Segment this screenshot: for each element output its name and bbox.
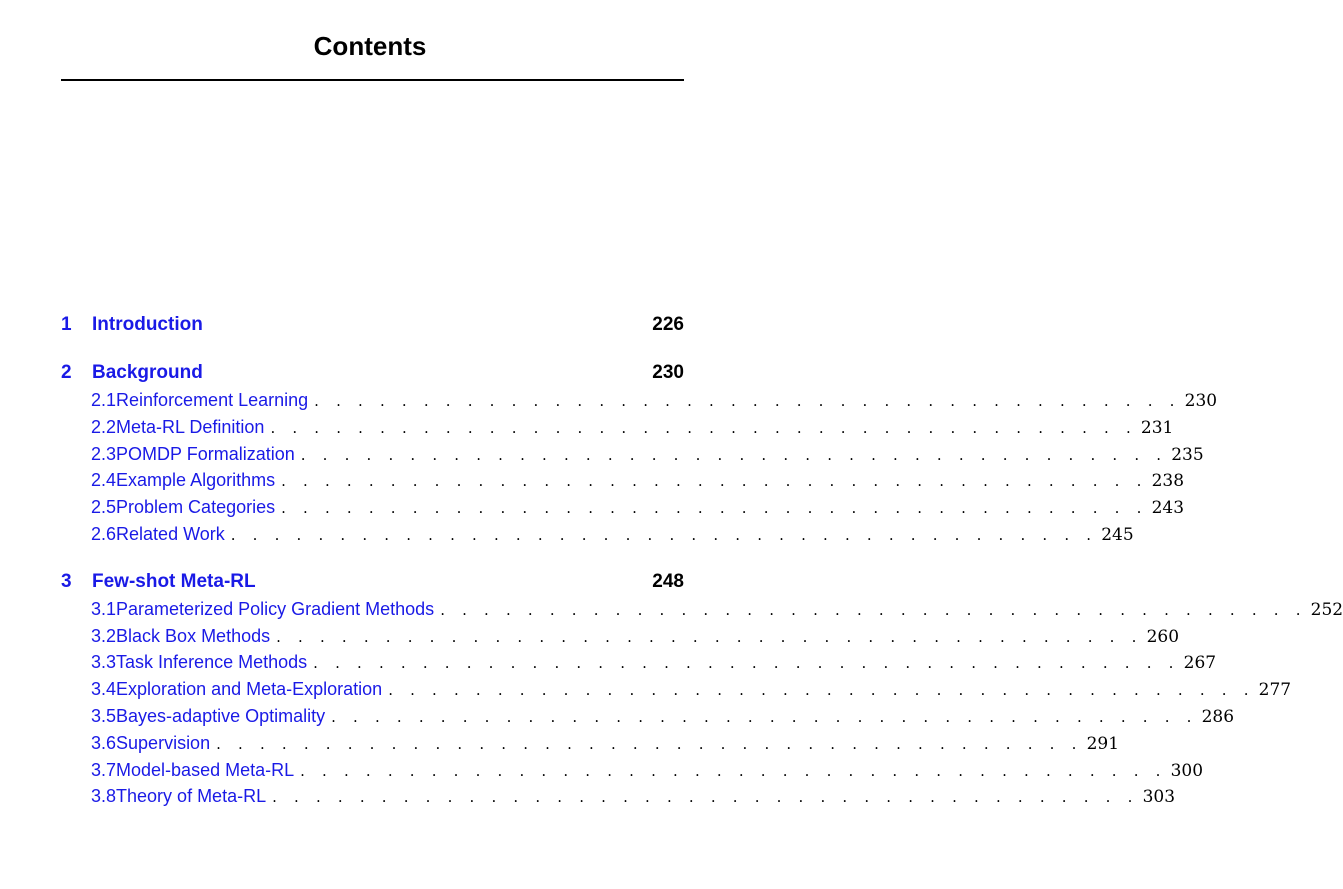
dot-leader: . . . . . . . . . . . . . . . . . . . . . . . . . . . . . . . . . . . . . . . .: [281, 472, 1148, 491]
toc-section-link[interactable]: [61, 676, 1292, 703]
dot-leader: . . . . . . . . . . . . . . . . . . . . . . . . . . . . . . . . . . . . . . . .: [230, 525, 1098, 544]
toc-section-link[interactable]: [61, 623, 1180, 650]
section-number: 2.2: [91, 416, 117, 437]
dot-leader: . . . . . . . . . . . . . . . . . . . . . . . . . . . . . . . . . . . . . . . .: [300, 761, 1167, 780]
toc-section-link[interactable]: [61, 467, 1185, 494]
toc-section-link[interactable]: [61, 596, 1343, 623]
dot-leader: . . . . . . . . . . . . . . . . . . . . . . . . . . . . . . . . . . . . . . . .: [276, 627, 1143, 646]
page-title: Contents: [313, 31, 427, 61]
section-page-number: 245: [1101, 524, 1134, 545]
section-title[interactable]: Meta-RL Definition: [116, 416, 265, 437]
chapter-number: 2: [61, 362, 72, 383]
section-page-number: 277: [1258, 680, 1292, 701]
section-title[interactable]: Example Algorithms: [116, 470, 276, 491]
section-number: 2.5: [91, 497, 117, 518]
section-page-number: 286: [1201, 706, 1235, 727]
toc-chapter-link[interactable]: [61, 311, 684, 339]
toc-section-link[interactable]: [61, 521, 1134, 548]
toc-section-link[interactable]: [61, 783, 1176, 810]
toc-section-link[interactable]: [61, 441, 1204, 468]
chapter-page-number: 226: [652, 314, 684, 335]
chapter-title[interactable]: Background: [92, 362, 203, 383]
toc-section-link[interactable]: [61, 387, 1218, 414]
section-number: 3.1: [91, 598, 117, 619]
section-title[interactable]: Black Box Methods: [116, 625, 271, 646]
toc-section-link[interactable]: [61, 414, 1174, 441]
section-number: 3.6: [91, 732, 117, 753]
chapter-page-number: 230: [652, 362, 684, 383]
section-title[interactable]: POMDP Formalization: [116, 443, 295, 464]
section-number: 2.3: [91, 443, 117, 464]
section-title[interactable]: Model-based Meta-RL: [116, 759, 295, 780]
toc-section-link[interactable]: [61, 757, 1204, 784]
section-number: 2.4: [91, 470, 117, 491]
section-page-number: 230: [1184, 391, 1218, 411]
dot-leader: . . . . . . . . . . . . . . . . . . . . . . . . . . . . . . . . . . . . . . . .: [281, 499, 1148, 518]
dot-leader: . . . . . . . . . . . . . . . . . . . . . . . . . . . . . . . . . . . . . . . .: [270, 418, 1137, 437]
toc-chapter-link[interactable]: [61, 359, 684, 387]
section-page-number: 303: [1142, 787, 1176, 808]
section-title[interactable]: Related Work: [116, 523, 225, 544]
section-number: 3.8: [91, 786, 117, 807]
toc-chapter: [61, 311, 684, 339]
section-number: 3.5: [91, 705, 117, 726]
toc-chapter: [61, 568, 1343, 810]
toc-section-link[interactable]: [61, 703, 1235, 730]
section-title[interactable]: Supervision: [116, 732, 211, 753]
section-title[interactable]: Theory of Meta-RL: [116, 786, 267, 807]
dot-leader: . . . . . . . . . . . . . . . . . . . . . . . . . . . . . . . . . . . . . . . .: [300, 445, 1168, 464]
chapter-title[interactable]: Introduction: [92, 314, 203, 335]
toc-section-link[interactable]: [61, 494, 1185, 521]
title-rule: [61, 79, 684, 81]
section-title[interactable]: Parameterized Policy Gradient Methods: [116, 598, 435, 619]
dot-leader: . . . . . . . . . . . . . . . . . . . . . . . . . . . . . . . . . . . . . . . .: [440, 600, 1307, 619]
section-page-number: 291: [1086, 733, 1120, 754]
dot-leader: . . . . . . . . . . . . . . . . . . . . . . . . . . . . . . . . . . . . . . . .: [314, 392, 1181, 410]
section-page-number: 260: [1146, 626, 1180, 647]
section-title[interactable]: Task Inference Methods: [116, 652, 308, 673]
dot-leader: . . . . . . . . . . . . . . . . . . . . . . . . . . . . . . . . . . . . . . . .: [216, 734, 1083, 753]
section-number: 3.3: [91, 652, 117, 673]
toc-section-link[interactable]: [61, 730, 1120, 757]
toc-chapter: [61, 359, 1218, 548]
chapter-title[interactable]: Few-shot Meta-RL: [92, 570, 256, 592]
section-number: 3.7: [91, 759, 117, 780]
dot-leader: . . . . . . . . . . . . . . . . . . . . . . . . . . . . . . . . . . . . . . . .: [331, 707, 1198, 726]
toc-section-link[interactable]: [61, 649, 1217, 676]
table-of-contents: [61, 311, 1343, 830]
chapter-number: 1: [61, 314, 72, 335]
chapter-number: 3: [61, 570, 72, 592]
section-number: 2.1: [91, 390, 117, 410]
section-number: 3.2: [91, 625, 117, 646]
toc-chapter-link[interactable]: [61, 568, 684, 596]
section-title[interactable]: Exploration and Meta-Exploration: [116, 679, 383, 700]
section-title[interactable]: Problem Categories: [116, 497, 276, 518]
dot-leader: . . . . . . . . . . . . . . . . . . . . . . . . . . . . . . . . . . . . . . . .: [388, 681, 1255, 700]
section-title[interactable]: Reinforcement Learning: [116, 390, 309, 410]
section-page-number: 235: [1171, 444, 1204, 465]
section-number: 3.4: [91, 679, 117, 700]
section-page-number: 238: [1151, 471, 1185, 492]
section-page-number: 267: [1183, 653, 1217, 674]
section-page-number: 300: [1170, 760, 1204, 781]
chapter-page-number: 248: [652, 570, 684, 592]
dot-leader: . . . . . . . . . . . . . . . . . . . . . . . . . . . . . . . . . . . . . . . .: [272, 788, 1139, 807]
section-page-number: 243: [1151, 498, 1185, 519]
dot-leader: . . . . . . . . . . . . . . . . . . . . . . . . . . . . . . . . . . . . . . . .: [313, 654, 1180, 673]
section-number: 2.6: [91, 523, 117, 544]
section-page-number: 252: [1310, 599, 1343, 620]
section-page-number: 231: [1140, 417, 1174, 438]
section-title[interactable]: Bayes-adaptive Optimality: [116, 705, 326, 726]
